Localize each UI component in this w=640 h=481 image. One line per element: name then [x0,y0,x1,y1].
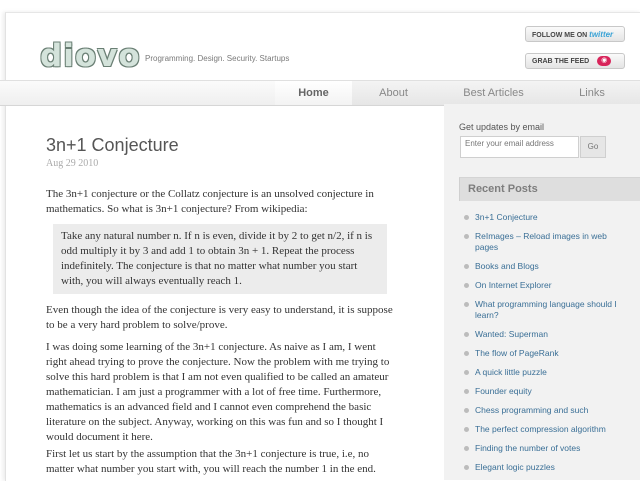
post-paragraph-3: I was doing some learning of the 3n+1 conjecture. As naive as I am, I went right ahead trying to prove the conjecture. Now the problem with me trying to solve this hard problem is that I am not even qualified to be called an amateur mathematician. I am just a programmer with a lot of free time. Furthermore, mathematics is an advanced field and I cannot even comprehend the basic literature on the subject. Anyway, working on this was fun and so I thought I would document it here. [46,341,390,443]
site-logo[interactable]: diovo [40,38,141,74]
feed-label: GRAB THE FEED [532,58,590,65]
rss-icon: ◉ [597,56,611,66]
bullet-icon [464,389,469,394]
nav-about[interactable]: About [379,87,408,99]
follow-twitter-button[interactable] [525,26,625,42]
bullet-icon [464,370,469,375]
post-paragraph-1: The 3n+1 conjecture or the Collatz conjecture is an unsolved conjecture in mathematics. So what is 3n+1 conjecture? From wikipedia: [46,188,374,215]
recent-post-item[interactable] [462,443,632,454]
recent-post-link[interactable]: ReImages – Reload images in web pages [475,231,607,252]
recent-post-link[interactable]: Wanted: Superman [475,329,548,339]
recent-post-link[interactable]: Books and Blogs [475,261,539,271]
recent-post-item[interactable] [462,424,632,435]
recent-post-item[interactable] [462,212,632,223]
nav-spacer [0,81,275,105]
bullet-icon [464,283,469,288]
post-date: Aug 29 2010 [46,158,99,169]
recent-post-item[interactable] [462,329,632,340]
recent-post-item[interactable] [462,280,632,291]
recent-posts-heading: Recent Posts [459,177,640,201]
bullet-icon [464,465,469,470]
bullet-icon [464,302,469,307]
recent-posts-list [462,212,632,481]
bullet-icon [464,332,469,337]
post-blockquote: Take any natural number n. If n is even, divide it by 2 to get n/2, if n is odd multiply it by 3 and add 1 to obtain 3n + 1. Repeat the process indefinitely. The conjecture is that no matter what number you start with, you will always eventually reach 1. [53,224,387,294]
recent-post-item[interactable] [462,462,632,473]
email-input[interactable]: Enter your email address [460,136,579,158]
bullet-icon [464,215,469,220]
recent-post-item[interactable] [462,367,632,378]
recent-post-link[interactable]: The flow of PageRank [475,348,559,358]
recent-post-link[interactable]: Finding the number of votes [475,443,581,453]
recent-post-link[interactable]: Founder equity [475,386,532,396]
subscribe-label: Get updates by email [459,122,545,132]
recent-post-link[interactable]: 3n+1 Conjecture [475,212,538,222]
bullet-icon [464,264,469,269]
recent-post-item[interactable] [462,348,632,359]
main-nav [0,80,640,106]
post-paragraph-4: First let us start by the assumption that the 3n+1 conjecture is true, i.e, no matter what number you start with, you will reach the number 1 in the end. [46,448,376,475]
recent-post-link[interactable]: What programming language should I learn? [475,299,617,320]
post-title[interactable]: 3n+1 Conjecture [46,135,179,155]
twitter-icon: twitter [589,30,614,39]
nav-best-articles[interactable]: Best Articles [463,87,524,99]
recent-post-link[interactable]: Elegant logic puzzles [475,462,555,472]
recent-post-link[interactable]: A quick little puzzle [475,367,547,377]
nav-home[interactable]: Home [275,81,352,105]
recent-post-link[interactable]: Chess programming and such [475,405,589,415]
subscribe-go-button[interactable]: Go [580,136,606,158]
recent-post-item[interactable] [462,299,632,321]
bullet-icon [464,427,469,432]
site-tagline: Programming. Design. Security. Startups [145,54,290,63]
recent-post-item[interactable] [462,231,632,253]
nav-links[interactable]: Links [579,87,605,99]
recent-post-link[interactable]: On Internet Explorer [475,280,552,290]
grab-feed-button[interactable] [525,53,625,69]
recent-post-item[interactable] [462,386,632,397]
follow-label: FOLLOW ME ON [532,32,588,39]
bullet-icon [464,234,469,239]
recent-post-item[interactable] [462,261,632,272]
post-paragraph-2: Even though the idea of the conjecture is very easy to understand, it is suppose to be a very hard problem to solve/prove. [46,304,393,331]
bullet-icon [464,408,469,413]
bullet-icon [464,446,469,451]
recent-post-item[interactable] [462,405,632,416]
recent-post-link[interactable]: The perfect compression algorithm [475,424,606,434]
bullet-icon [464,351,469,356]
